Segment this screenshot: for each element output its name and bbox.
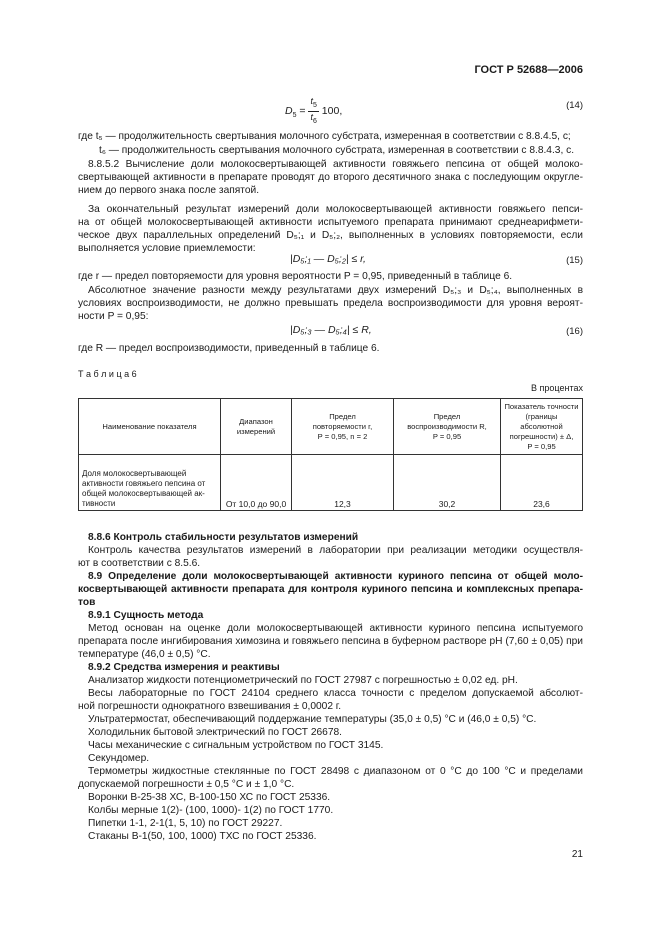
p-abs-line-3: ности P = 0,95: [78, 311, 149, 322]
section-89-line-2: косвертывающей активности препарата для контроля куриного пепсина и комплексных препара- [78, 584, 583, 595]
section-892-line-8: Термометры жидкостные стеклянные по ГОСТ 28498 с диапазоном от 0 °С до 100 °С и пределами [88, 766, 583, 777]
where-15: где r — предел повторяемости для уровня вероятности P = 0,95, приведенный в таблице 6. [78, 271, 513, 282]
section-89-line-3: тов [78, 597, 96, 608]
header-r-l3: P = 0,95, n = 2 [317, 431, 368, 441]
table-6-header-name [79, 399, 221, 455]
header-range-l2: измерений [236, 426, 276, 436]
header-R-l2: воспроизводимости R, [407, 421, 487, 431]
section-892-title: 8.9.2 Средства измерения и реактивы [88, 662, 280, 673]
table-6-header-row [79, 399, 583, 455]
table-6-row-range: От 10,0 до 90,0 [221, 455, 292, 511]
formula-15-number: (15) [566, 255, 583, 266]
formula-14-lhs-sub: 5 [292, 112, 297, 120]
row-name-l1: Доля молокосвертывающей [82, 469, 187, 478]
row-name-l2: активности говяжьего пепсина от [82, 479, 206, 488]
formula-16-number: (16) [566, 326, 583, 337]
p-final-line-1: За окончательный результат измерений доли молокосвертывающей активности говяжьего пепси- [88, 204, 583, 215]
formula-14-tail: 100, [318, 105, 343, 118]
section-892-line-10: Воронки В-25-38 ХС, В-100-150 ХС по ГОСТ 25336. [88, 792, 331, 803]
p-8852-line-3: нием до первого знака после запятой. [78, 185, 260, 196]
header-delta-l3: погрешности) ± Δ, [509, 431, 574, 441]
section-892-line-6: Часы механические с сигнальным устройством по ГОСТ 3145. [88, 740, 384, 751]
section-892-line-5: Холодильник бытовой электрический по ГОСТ 26678. [88, 727, 342, 738]
header-delta-l4: P = 0,95 [527, 441, 556, 451]
header-range-l1: Диапазон [239, 416, 273, 426]
formula-15: |D₅;₁ — D₅;₂| ≤ r, [290, 253, 366, 265]
section-886-title: 8.8.6 Контроль стабильности результатов измерений [88, 532, 359, 543]
header-R-l3: P = 0,95 [432, 431, 462, 441]
where-14-line-1: где t₅ — продолжительность свертывания молочного субстрата, измеренная в соответствии с 8.8.4.5, с; [78, 131, 571, 142]
table-6-header-r [292, 399, 394, 455]
p-abs-line-1: Абсолютное значение разности между результатами двух измерений D₅;₃ и D₅;₄, выполненных в [88, 285, 583, 296]
formula-14-denominator-sub: 6 [312, 117, 317, 125]
section-891-title: 8.9.1 Сущность метода [88, 610, 204, 621]
table-6 [78, 398, 583, 511]
header-delta-l2: (границы абсолютной [520, 411, 563, 431]
formula-14-numerator-sub: 5 [312, 101, 317, 109]
p-8852-line-2: свертывающей активности в препарате проводят до второго десятичного знака с последующим округле- [78, 172, 583, 183]
section-892-line-11: Колбы мерные 1(2)- (100, 1000)- 1(2) по ГОСТ 1770. [88, 805, 334, 816]
header-r-l2: повторяемости r, [312, 421, 373, 431]
where-14-line-2: t₆ — продолжительность свертывания молочного субстрата, измеренная в соответствии с 8.8.4.3, с. [99, 145, 575, 156]
row-name-l4: тивности [82, 499, 116, 508]
section-892-line-1: Анализатор жидкости потенциометрический по ГОСТ 27987 с погрешностью ± 0,02 ед. pH. [88, 675, 518, 686]
p-final-line-3: ческое двух параллельных определений D₅;₁ и D₅;₂, выполненных в условиях повторяемости, если [78, 230, 583, 241]
table-6-row-r: 12,3 [292, 455, 394, 511]
section-89-line-1: 8.9 Определение доли молокосвертывающей активности куриного пепсина от общей моло- [88, 571, 583, 582]
formula-14-number: (14) [566, 100, 583, 111]
formula-14-lhs: D [285, 105, 293, 118]
formula-16: |D₅;₃ — D₅;₄| ≤ R, [290, 324, 372, 336]
table-6-caption: Т а б л и ц а 6 [78, 369, 137, 379]
formula-14-numerator: t [310, 96, 313, 106]
formula-14-fraction [308, 96, 318, 127]
section-891-line-2: препарата после ингибирования химозина и говяжьего пепсина в буферном растворе pH (7,60 ± 0,05) при [78, 636, 583, 647]
row-name-l3: общей молокосвертывающей ак- [82, 489, 205, 498]
where-16: где R — предел воспроизводимости, приведенный в таблице 6. [78, 343, 380, 354]
table-6-header-delta [501, 399, 583, 455]
header-name-text: Наименование показателя [102, 421, 197, 431]
section-892-line-9: допускаемой погрешности ± 0,5 °С и ± 1,0 °С. [78, 779, 295, 790]
table-6-row-name [79, 455, 221, 511]
section-891-line-3: температуре (46,0 ± 0,5) °С. [78, 649, 211, 660]
table-6-row-R: 30,2 [394, 455, 501, 511]
section-886-line-2: ют в соответствии с 8.5.6. [78, 558, 201, 569]
section-892-line-2: Весы лабораторные по ГОСТ 24104 среднего класса точности с пределом допускаемой абсолют- [88, 688, 583, 699]
section-892-line-3: ной погрешности однократного взвешивания ± 0,0002 г. [78, 701, 342, 712]
section-892-line-4: Ультратермостат, обеспечивающий поддержание температуры (35,0 ± 0,5) °С и (46,0 ± 0,5) °С. [88, 714, 537, 725]
formula-14-denominator: t [310, 111, 313, 122]
section-892-line-12: Пипетки 1-1, 2-1(1, 5, 10) по ГОСТ 29227. [88, 818, 283, 829]
header-delta-l1: Показатель точности [504, 401, 579, 411]
formula-14: $D_5$ = $\frac{t_5}{t_6}$ 100, [285, 96, 343, 125]
document-header: ГОСТ Р 52688—2006 [474, 64, 583, 76]
p-abs-line-2: условиях воспроизводимости, не должно превышать предела воспроизводимости для уровня вероят- [78, 298, 583, 309]
p-final-line-4: выполняется условие приемлемости: [78, 243, 256, 254]
table-6-row-delta: 23,6 [501, 455, 583, 511]
table-6-header-R [394, 399, 501, 455]
section-892-line-13: Стаканы В-1(50, 100, 1000) ТХС по ГОСТ 25336. [88, 831, 317, 842]
header-r-l1: Предел [329, 411, 356, 421]
table-6-unit: В процентах [531, 383, 583, 393]
section-891-line-1: Метод основан на оценке доли молокосвертывающей активности куриного пепсина испытуемого [88, 623, 583, 634]
table-6-data-row [79, 455, 583, 511]
section-886-line-1: Контроль качества результатов измерений в лаборатории при реализации методики осуществля- [88, 545, 583, 556]
table-6-header-range [221, 399, 292, 455]
section-892-line-7: Секундомер. [88, 753, 150, 764]
p-final-line-2: на от общей молокосвертывающей активности испытуемого препарата принимают среднеарифмети- [78, 217, 583, 228]
header-R-l1: Предел [433, 411, 461, 421]
p-8852-line-1: 8.8.5.2 Вычисление доли молокосвертывающей активности говяжьего пепсина от общей молоко- [88, 159, 583, 170]
page-number: 21 [571, 849, 583, 860]
